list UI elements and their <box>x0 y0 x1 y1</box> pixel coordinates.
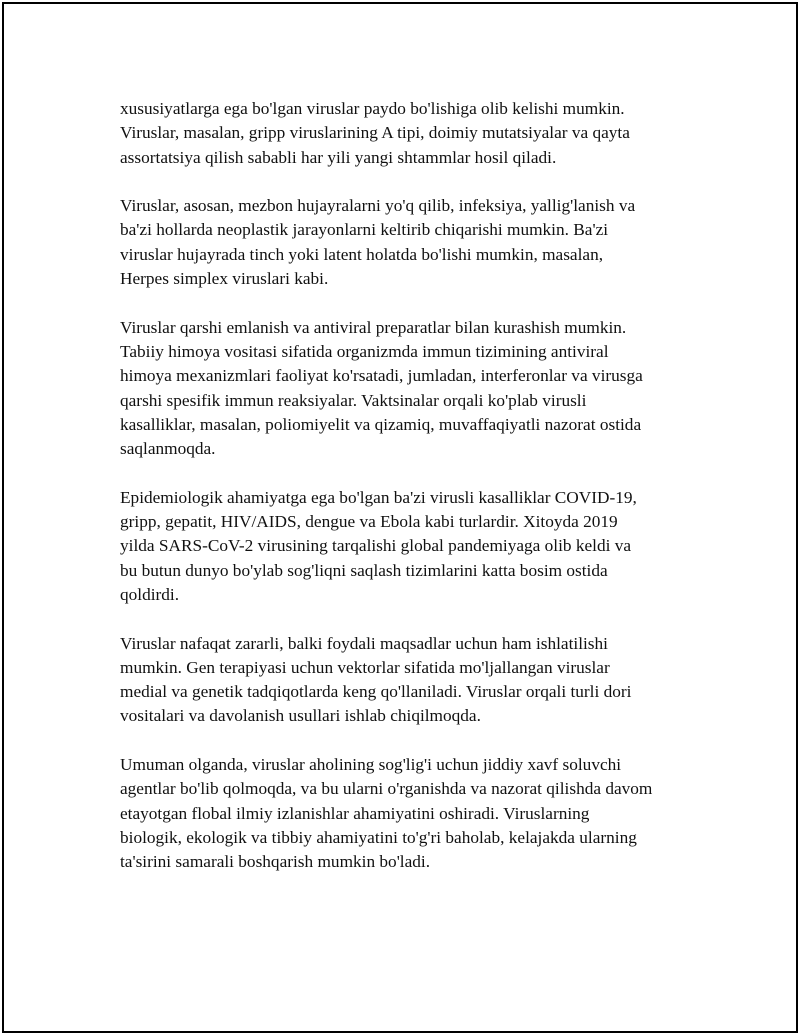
paragraph-5: Viruslar nafaqat zararli, balki foydali maqsadlar uchun ham ishlatilishi mumkin. Gen terapiyasi uchun vektorlar sifatida mo'ljallangan viruslar medial va genetik tadqiqotlarda keng qo'llaniladi. Viruslar orqali turli dori vositalari va davolanish usullari ishlab chiqilmoqda. <box>120 633 632 726</box>
paragraph-3: Viruslar qarshi emlanish va antiviral preparatlar bilan kurashish mumkin. Tabiiy himoya vositasi sifatida organizmda immun tizimining antiviral himoya mexanizmlari faoliyat ko'rsatadi, jumladan, interferonlar va virusga qarshi spesifik immun reaksiyalar. Vaktsinalar orqali ko'plab virusli kasalliklar, masalan, poliomiyelit va qizamiq, muvaffaqiyatli nazorat ostida saqlanmoqda. <box>120 317 643 459</box>
paragraph-4: Epidemiologik ahamiyatga ega bo'lgan ba'zi virusli kasalliklar COVID-19, gripp, gepatit, HIV/AIDS, dengue va Ebola kabi turlardir. Xitoyda 2019 yilda SARS-CoV-2 virusining tarqalishi global pandemiyaga olib keldi va bu butun dunyo bo'ylab sog'liqni saqlash tizimlarini katta bosim ostida qoldirdi. <box>120 487 637 604</box>
page-frame <box>2 2 798 1033</box>
paragraph-1: xususiyatlarga ega bo'lgan viruslar paydo bo'lishiga olib kelishi mumkin. Viruslar, masalan, gripp viruslarining A tipi, doimiy mutatsiyalar va qayta assortatsiya qilish sababli har yili yangi shtammlar hosil qiladi. <box>120 99 630 167</box>
paragraph-2: Viruslar, asosan, mezbon hujayralarni yo'q qilib, infeksiya, yallig'lanish va ba'zi hollarda neoplastik jarayonlarni keltirib chiqarishi mumkin. Ba'zi viruslar hujayrada tinch yoki latent holatda bo'lishi mumkin, masalan, Herpes simplex viruslari kabi. <box>120 196 636 289</box>
paragraph-6: Umuman olganda, viruslar aholining sog'lig'i uchun jiddiy xavf soluvchi agentlar bo'lib qolmoqda, va bu ularni o'rganishda va nazorat qilishda davom etayotgan flobal ilmiy izlanishlar ahamiyatini oshiradi. Viruslarning biologik, ekologik va tibbiy ahamiyatini to'g'ri baholab, kelajakda ularning ta'sirini samarali boshqarish mumkin bo'ladi. <box>120 755 653 872</box>
document-body <box>120 97 700 899</box>
